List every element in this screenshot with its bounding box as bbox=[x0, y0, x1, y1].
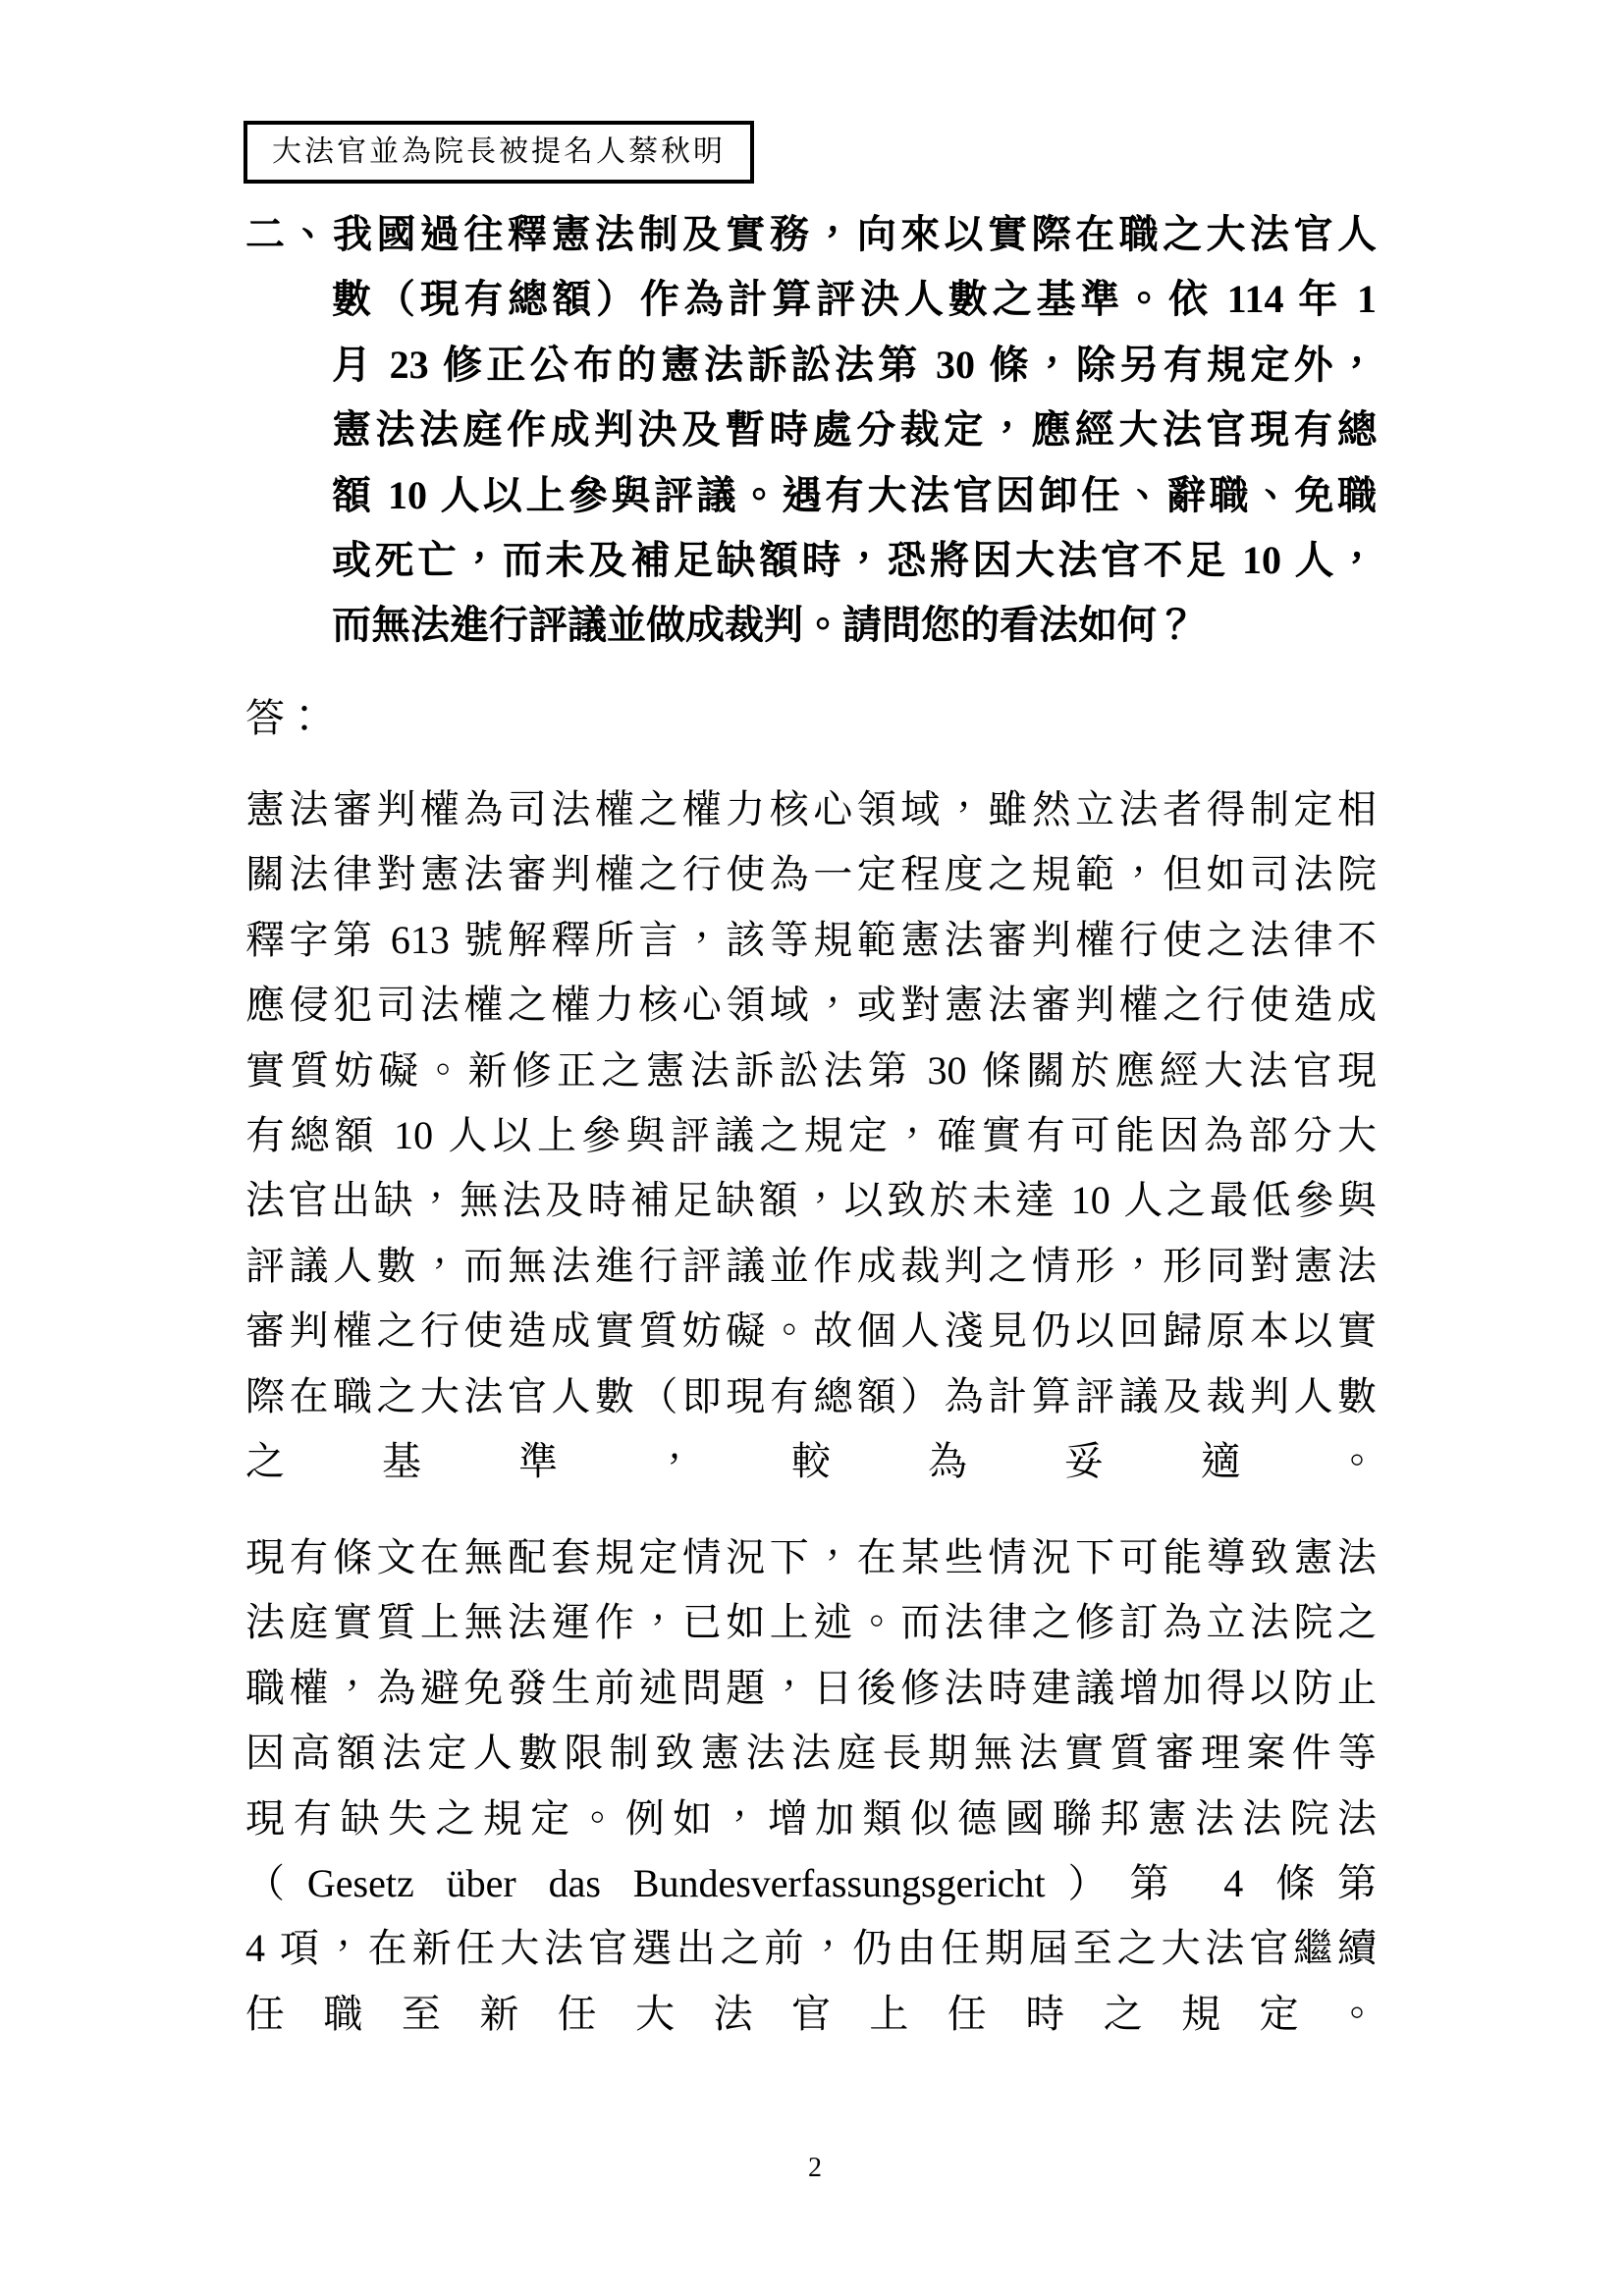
question-block bbox=[245, 202, 1377, 659]
nominee-header-box bbox=[244, 121, 754, 184]
question-line: 二、我國過往釋憲法制及實務，向來以實際在職之大法官人 bbox=[245, 212, 1377, 256]
answer-paragraph1-line: 釋字第 613 號解釋所言，該等規範憲法審判權行使之法律不 bbox=[245, 917, 1377, 962]
answer-paragraph1-line: 關法律對憲法審判權之行使為一定程度之規範，但如司法院 bbox=[245, 852, 1377, 897]
answer-paragraph2-line: 因高額法定人數限制致憲法法庭長期無法實質審理案件等 bbox=[245, 1731, 1377, 1776]
answer-paragraph1-line: 之基準，較為妥適。 bbox=[245, 1439, 1377, 1484]
question-line: 或死亡，而未及補足缺額時，恐將因大法官不足 10 人， bbox=[332, 538, 1377, 583]
question-line: 額 10 人以上參與評議。遇有大法官因卸任、辭職、免職 bbox=[332, 472, 1377, 517]
answer-paragraph1-line: 應侵犯司法權之權力核心領域，或對憲法審判權之行使造成 bbox=[245, 983, 1377, 1028]
question-line: 而無法進行評議並做成裁判。請問您的看法如何？ bbox=[332, 603, 1196, 648]
answer-label: 答： bbox=[245, 696, 324, 740]
answer-paragraph2-line: 4 項，在新任大法官選出之前，仍由任期屆至之大法官繼續 bbox=[245, 1926, 1377, 1971]
answer-paragraph1-line: 審判權之行使造成實質妨礙。故個人淺見仍以回歸原本以實 bbox=[245, 1308, 1377, 1354]
answer-paragraph1-line: 實質妨礙。新修正之憲法訴訟法第 30 條關於應經大法官現 bbox=[245, 1047, 1377, 1093]
answer-paragraph1-line: 有總額 10 人以上參與評議之規定，確實有可能因為部分大 bbox=[245, 1113, 1377, 1158]
answer-paragraph2-line: 任職至新任大法官上任時之規定。 bbox=[245, 1991, 1377, 2036]
question-line: 月 23 修正公布的憲法訴訟法第 30 條，除另有規定外， bbox=[332, 342, 1377, 387]
answer-paragraph1-line: 際在職之大法官人數（即現有總額）為計算評議及裁判人數 bbox=[245, 1373, 1377, 1418]
answer-paragraph2-line: 現有條文在無配套規定情況下，在某些情況下可能導致憲法 bbox=[245, 1535, 1377, 1579]
nominee-name-label: 大法官並為院長被提名人蔡秋明 bbox=[272, 135, 726, 168]
question-line: 憲法法庭作成判決及暫時處分裁定，應經大法官現有總 bbox=[332, 407, 1377, 453]
answer-paragraph1-line: 法官出缺，無法及時補足缺額，以致於未達 10 人之最低參與 bbox=[245, 1178, 1377, 1223]
answer-paragraph1-line: 評議人數，而無法進行評議並作成裁判之情形，形同對憲法 bbox=[245, 1243, 1377, 1288]
answer-paragraph-1 bbox=[245, 777, 1377, 1494]
answer-paragraph-2 bbox=[245, 1525, 1377, 2047]
answer-paragraph2-line: 現有缺失之規定。例如，增加類似德國聯邦憲法法院法 bbox=[245, 1795, 1377, 1841]
question-line: 數（現有總額）作為計算評決人數之基準。依 114 年 1 bbox=[332, 277, 1377, 322]
answer-paragraph2-line: 法庭實質上無法運作，已如上述。而法律之修訂為立法院之 bbox=[245, 1600, 1377, 1645]
page-number: 2 bbox=[808, 2153, 822, 2183]
answer-paragraph1-line: 憲法審判權為司法權之權力核心領域，雖然立法者得制定相 bbox=[245, 787, 1377, 831]
answer-paragraph2-line: （Gesetz über das Bundesverfassungsgericht）第 4 條第 bbox=[245, 1861, 1377, 1906]
answer-paragraph2-line: 職權，為避免發生前述問題，日後修法時建議增加得以防止 bbox=[245, 1665, 1377, 1710]
